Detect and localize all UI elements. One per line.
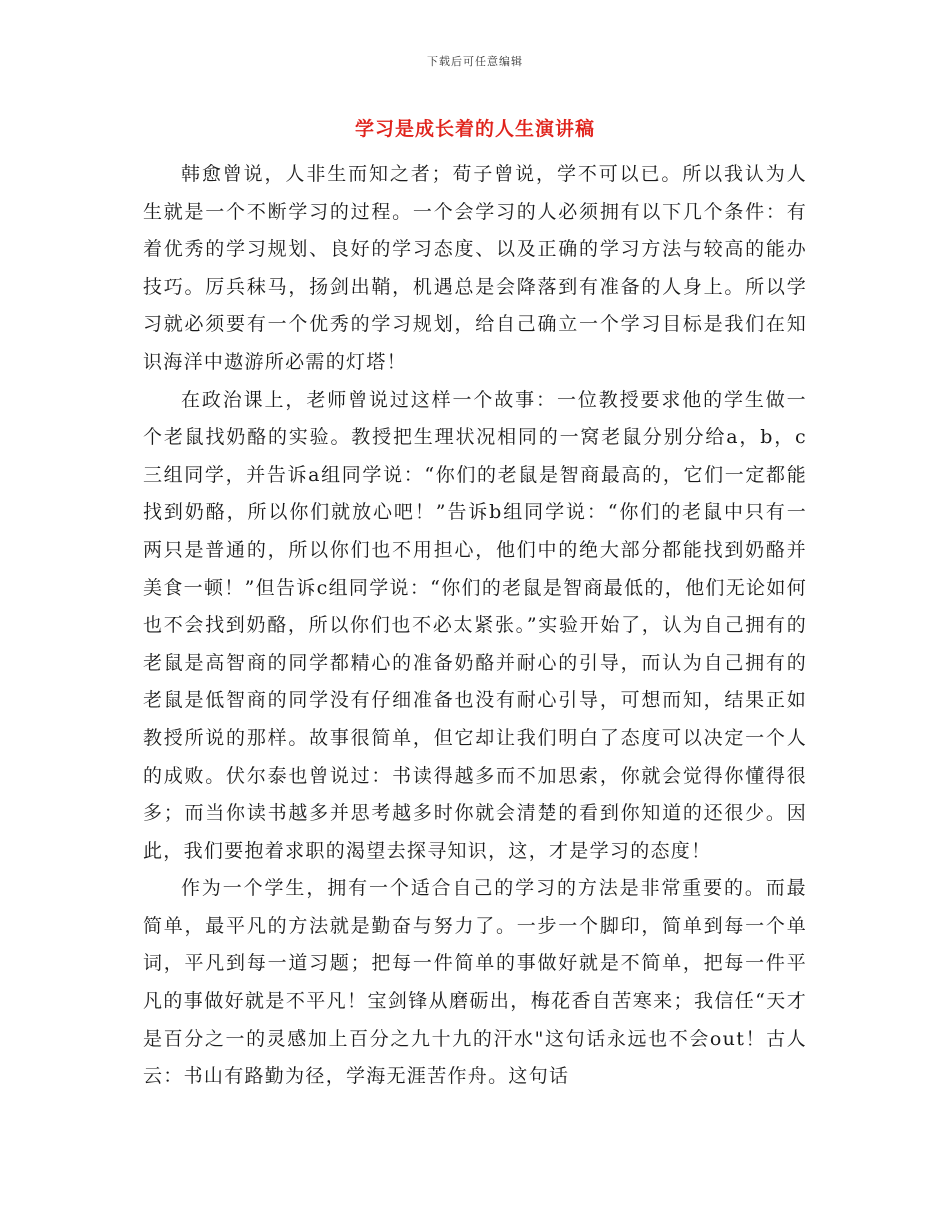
document-title: 学习是成长着的人生演讲稿 — [354, 118, 595, 140]
paragraph-2: 在政治课上，老师曾说过这样一个故事：一位教授要求他的学生做一个老鼠找奶酪的实验。教授把生理状况相同的一窝老鼠分别分给a，b，c三组同学，并告诉a组同学说：“你们的老鼠是智商最高的，它们一定都能找到奶酪，所以你们就放心吧！”告诉b组同学说：“你们的老鼠中只有一两只是普通的，所以你们也不用担心，他们中的绝大部分都能找到奶酪并美食一顿！”但告诉c组同学说：“你们的老鼠是智商最低的，他们无论如何也不会找到奶酪，所以你们也不必太紧张。”实验开始了，认为自己拥有的老鼠是高智商的同学都精心的准备奶酪并耐心的引导，而认为自己拥有的老鼠是低智商的同学没有仔细准备也没有耐心引导，可想而知，结果正如教授所说的那样。故事很简单，但它却让我们明白了态度可以决定一个人的成败。伏尔泰也曾说过：书读得越多而不加思索，你就会觉得你懂得很多；而当你读书越多并思考越多时你就会清楚的看到你知道的还很少。因此，我们要抱着求职的渴望去探寻知识，这，才是学习的态度！ — [143, 388, 807, 862]
paragraph-1: 韩愈曾说，人非生而知之者；荀子曾说，学不可以已。所以我认为人生就是一个不断学习的过程。一个会学习的人必须拥有以下几个条件：有着优秀的学习规划、良好的学习态度、以及正确的学习方法与较高的能办技巧。厉兵秣马，扬剑出鞘，机遇总是会降落到有准备的人身上。所以学习就必须要有一个优秀的学习规划，给自己确立一个学习目标是我们在知识海洋中遨游所必需的灯塔！ — [143, 163, 807, 373]
document-body — [143, 156, 807, 1096]
header-note: 下载后可任意编辑 — [427, 55, 523, 68]
paragraph-3: 作为一个学生，拥有一个适合自己的学习的方法是非常重要的。而最简单，最平凡的方法就是勤奋与努力了。一步一个脚印，简单到每一个单词，平凡到每一道习题；把每一件简单的事做好就是不简单，把每一件平凡的事做好就是不平凡！宝剑锋从磨砺出，梅花香自苦寒来；我信任“天才是百分之一的灵感加上百分之九十九的汗水"这句话永远也不会out！古人云：书山有路勤为径，学海无涯苦作舟。这句话 — [143, 877, 807, 1088]
